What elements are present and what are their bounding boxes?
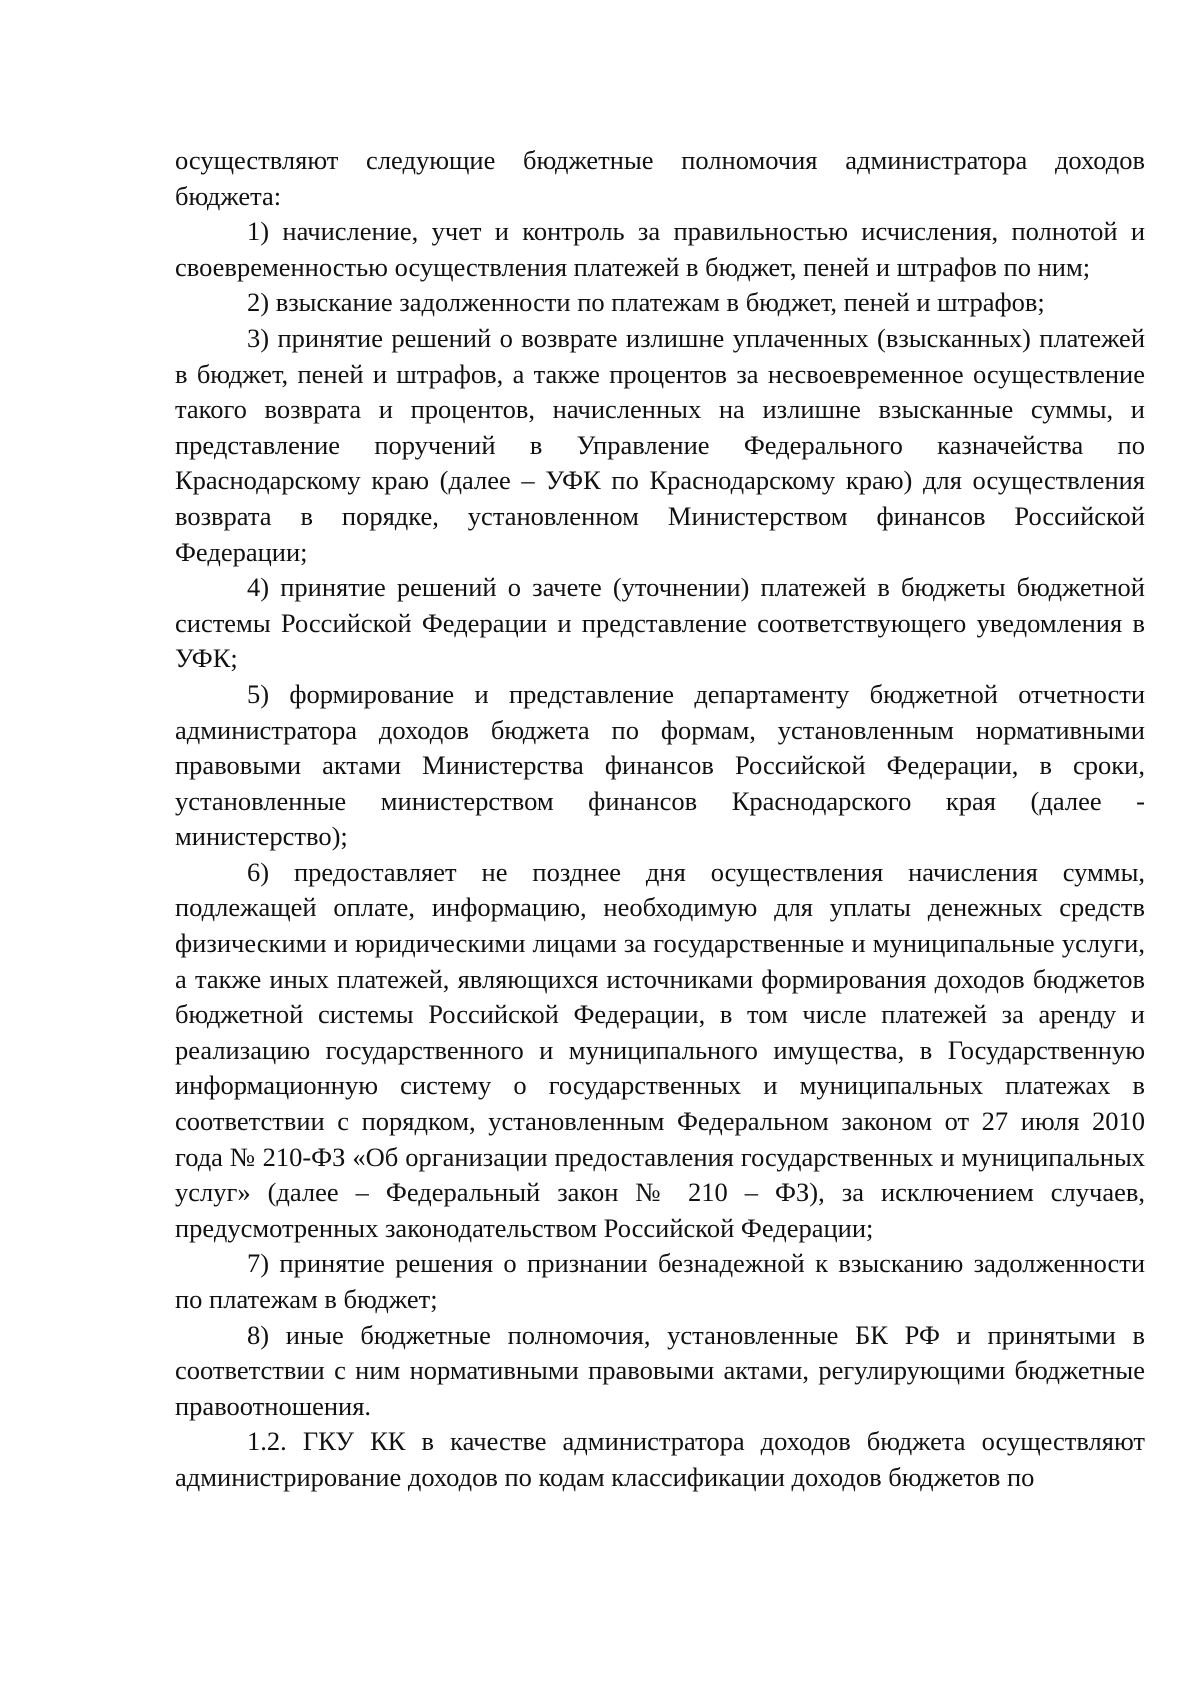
paragraph-section-1-2: 1.2. ГКУ КК в качестве администратора доходов бюджета осуществляют администрирование доходов по кодам классификации доходов бюджетов по: [175, 1426, 1145, 1492]
paragraph-item-6: 6) предоставляет не позднее дня осуществления начисления суммы, подлежащей оплате, информацию, необходимую для уплаты денежных средств физическими и юридическими лицами за государственные и муниципальные услуги, а также иных платежей, являющихся источниками формирования доходов бюджетов бюджетной системы Российской Федерации, в том числе платежей за аренду и реализацию государственного и муниципального имущества, в Государственную информационную систему о государственных и муниципальных платежах в соответствии с порядком, установленным Федеральном законом от 27 июля 2010 года № 210-ФЗ «Об организации предоставления государственных и муниципальных услуг» (далее – Федеральный закон № 210 – ФЗ), за исключением случаев, предусмотренных законодательством Российской Федерации;: [175, 856, 1145, 1243]
paragraph-item-7: 7) принятие решения о признании безнадежной к взысканию задолженности по платежам в бюджет;: [175, 1248, 1145, 1314]
paragraph-item-1: 1) начисление, учет и контроль за правильностью исчисления, полнотой и своевременностью осуществления платежей в бюджет, пеней и штрафов по ним;: [175, 216, 1145, 282]
document-body: [175, 143, 1145, 1496]
paragraph-item-8: 8) иные бюджетные полномочия, установленные БК РФ и принятыми в соответствии с ним нормативными правовыми актами, регулирующими бюджетные правоотношения.: [175, 1319, 1145, 1421]
paragraph-item-3: 3) принятие решений о возврате излишне уплаченных (взысканных) платежей в бюджет, пеней и штрафов, а также процентов за несвоевременное осуществление такого возврата и процентов, начисленных на излишне взысканные суммы, и представление поручений в Управление Федерального казначейства по Краснодарскому краю (далее – УФК по Краснодарскому краю) для осуществления возврата в порядке, установленном Министерством финансов Российской Федерации;: [175, 322, 1145, 567]
paragraph-item-4: 4) принятие решений о зачете (уточнении) платежей в бюджеты бюджетной системы Российской Федерации и представление соответствующего уведомления в УФК;: [175, 572, 1145, 674]
paragraph-item-5: 5) формирование и представление департаменту бюджетной отчетности администратора доходов бюджета по формам, установленным нормативными правовыми актами Министерства финансов Российской Федерации, в сроки, установленные министерством финансов Краснодарского края (далее - министерство);: [175, 678, 1145, 852]
paragraph-item-2: 2) взыскание задолженности по платежам в бюджет, пеней и штрафов;: [247, 287, 1045, 318]
paragraph-intro: осуществляют следующие бюджетные полномочия администратора доходов бюджета:: [175, 145, 1145, 211]
